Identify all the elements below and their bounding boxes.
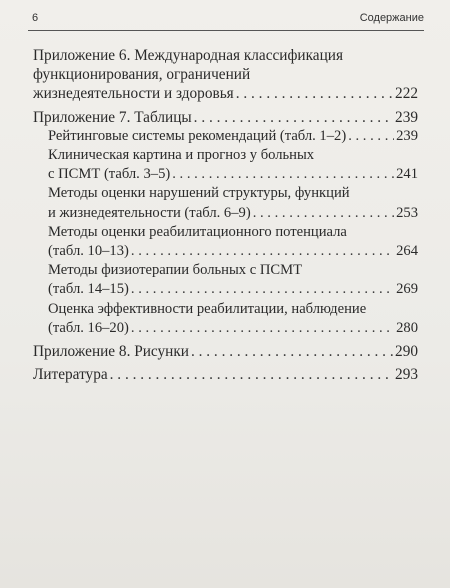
- toc-entry[interactable]: [33, 46, 418, 104]
- toc-entry[interactable]: [33, 342, 418, 361]
- toc-entry-title-line: функционирования, ограничений: [33, 66, 251, 84]
- toc-page-number: 222: [395, 85, 418, 103]
- page-number: 6: [32, 12, 39, 24]
- toc-entry[interactable]: [33, 300, 418, 338]
- toc-entry-title: (табл. 14–15): [48, 281, 129, 298]
- toc-page-number: 293: [395, 366, 418, 384]
- toc-entry-title: Литература: [33, 366, 108, 384]
- toc-page-number: 280: [396, 319, 418, 336]
- dot-leader: [194, 108, 393, 127]
- dot-leader: [131, 242, 394, 261]
- toc-page-number: 253: [396, 204, 418, 221]
- toc-page-number: 241: [396, 166, 418, 183]
- toc-entry[interactable]: [33, 146, 418, 184]
- dot-leader: [191, 342, 393, 361]
- toc-entry-title: (табл. 10–13): [48, 243, 129, 260]
- toc-entry-title-line: Оценка эффективности реабилитации, наблюдение: [48, 300, 367, 317]
- toc-entry[interactable]: [33, 365, 418, 384]
- toc-entry[interactable]: [33, 223, 418, 261]
- table-of-contents: [33, 46, 418, 384]
- toc-entry-title: Рейтинговые системы рекомендаций (табл. 1–2): [48, 127, 347, 144]
- toc-entry[interactable]: [33, 127, 418, 146]
- toc-page-number: 269: [396, 281, 418, 298]
- toc-entry-title-line: Клиническая картина и прогноз у больных: [48, 147, 315, 164]
- toc-entry-title-line: Методы оценки реабилитационного потенциала: [48, 223, 347, 240]
- toc-entry-title: Приложение 8. Рисунки: [33, 343, 189, 361]
- section-title: Содержание: [359, 12, 424, 24]
- toc-entry[interactable]: [33, 108, 418, 127]
- toc-entry-title: (табл. 16–20): [48, 319, 129, 336]
- toc-page-number: 239: [396, 127, 418, 144]
- dot-leader: [253, 204, 394, 223]
- toc-entry[interactable]: [33, 261, 418, 299]
- running-header: [28, 8, 424, 31]
- toc-page-number: 290: [395, 343, 418, 361]
- toc-entry[interactable]: [33, 184, 418, 222]
- toc-entry-title: с ПСМТ (табл. 3–5): [48, 166, 171, 183]
- dot-leader: [131, 280, 394, 299]
- dot-leader: [236, 84, 393, 103]
- toc-entry-title-line: Методы физиотерапии больных с ПСМТ: [48, 262, 302, 279]
- toc-entry-title: и жизнедеятельности (табл. 6–9): [48, 204, 251, 221]
- dot-leader: [131, 319, 394, 338]
- toc-entry-title: Приложение 7. Таблицы: [33, 108, 192, 126]
- dot-leader: [110, 365, 393, 384]
- toc-entry-title-line: Приложение 6. Международная классификация: [33, 47, 343, 64]
- toc-entry-title-line: Методы оценки нарушений структуры, функций: [48, 185, 350, 202]
- dot-leader: [348, 127, 394, 146]
- toc-page-number: 264: [396, 243, 418, 260]
- toc-entry-title: жизнедеятельности и здоровья: [33, 85, 234, 103]
- toc-page-number: 239: [395, 108, 418, 126]
- dot-leader: [172, 165, 394, 184]
